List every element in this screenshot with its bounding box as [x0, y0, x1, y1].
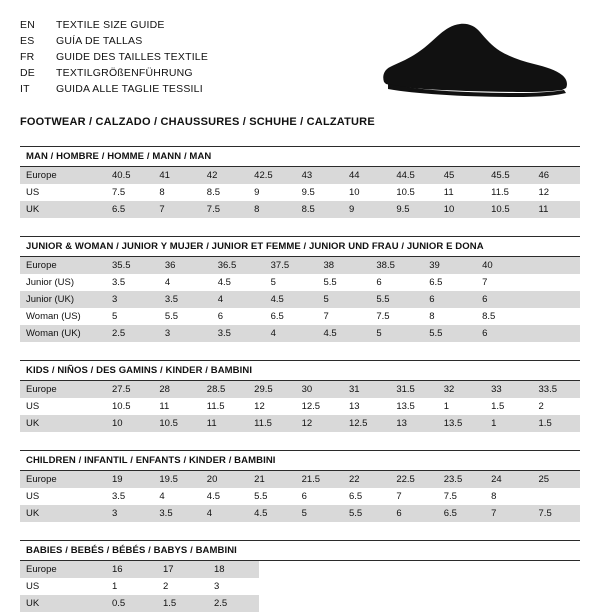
cell: 3.5: [106, 488, 153, 505]
row-label: Europe: [20, 381, 106, 398]
cell: 5.5: [318, 274, 371, 291]
size-table-kids: [20, 360, 580, 432]
cell: 6: [370, 274, 423, 291]
cell: 20: [201, 471, 248, 488]
cell: 11.5: [248, 415, 295, 432]
language-row: [20, 18, 208, 33]
language-title: GUÍA DE TALLAS: [56, 35, 143, 47]
cell: 7: [153, 201, 200, 218]
language-code: ES: [20, 35, 35, 47]
row-label: Europe: [20, 471, 106, 488]
table-heading: BABIES / BEBÉS / BÉBÉS / BABYS / BAMBINI: [20, 540, 580, 561]
cell-empty: [259, 561, 580, 578]
table-row: [20, 291, 580, 308]
cell: 6: [212, 308, 265, 325]
cell: 5: [296, 505, 343, 522]
cell: 5.5: [370, 291, 423, 308]
cell: 17: [157, 561, 208, 578]
row-label: Woman (US): [20, 308, 106, 325]
table-row: [20, 167, 580, 184]
size-table-junior-woman: [20, 236, 580, 342]
cell: 4.5: [248, 505, 295, 522]
cell: 16: [106, 561, 157, 578]
cell: 13.5: [438, 415, 485, 432]
table-heading: MAN / HOMBRE / HOMME / MANN / MAN: [20, 146, 580, 167]
cell: 36: [159, 257, 212, 274]
cell: 10: [106, 415, 153, 432]
language-code: IT: [20, 83, 30, 95]
dress-shoe-icon: [376, 20, 576, 100]
cell: 9.5: [390, 201, 437, 218]
cell: 6.5: [423, 274, 476, 291]
language-code: DE: [20, 67, 35, 79]
cell: 5.5: [423, 325, 476, 342]
cell: 12.5: [296, 398, 343, 415]
cell: 45: [438, 167, 485, 184]
cell: 3.5: [159, 291, 212, 308]
cell: 39: [423, 257, 476, 274]
cell: 2: [533, 398, 580, 415]
cell: 6.5: [438, 505, 485, 522]
cell: 4: [212, 291, 265, 308]
row-label: Europe: [20, 561, 106, 578]
cell: 40.5: [106, 167, 153, 184]
row-label: US: [20, 578, 106, 595]
cell: 1: [485, 415, 532, 432]
cell: 7: [476, 274, 529, 291]
row-label: UK: [20, 415, 106, 432]
cell: 29.5: [248, 381, 295, 398]
cell: 27.5: [106, 381, 153, 398]
table-row: [20, 308, 580, 325]
row-label: US: [20, 488, 106, 505]
cell: 33: [485, 381, 532, 398]
cell: 4.5: [265, 291, 318, 308]
cell: 3.5: [212, 325, 265, 342]
cell: 1.5: [157, 595, 208, 612]
cell: 21.5: [296, 471, 343, 488]
cell: 11: [201, 415, 248, 432]
cell: 8: [248, 201, 295, 218]
language-title-list: [20, 16, 208, 97]
cell: 25: [533, 471, 580, 488]
cell: 13: [390, 415, 437, 432]
page-title: FOOTWEAR / CALZADO / CHAUSSURES / SCHUHE / CALZATURE: [20, 116, 375, 128]
table-row: [20, 471, 580, 488]
cell: 7.5: [533, 505, 580, 522]
cell: 44.5: [390, 167, 437, 184]
row-label: Europe: [20, 167, 106, 184]
size-table-children: [20, 450, 580, 522]
table-row: [20, 561, 580, 578]
cell: 2.5: [106, 325, 159, 342]
size-table-babies: [20, 540, 580, 612]
cell: [529, 274, 580, 291]
cell: 41: [153, 167, 200, 184]
cell: 12: [248, 398, 295, 415]
cell: 36.5: [212, 257, 265, 274]
cell: 10: [438, 201, 485, 218]
cell: 8.5: [201, 184, 248, 201]
cell: 7.5: [370, 308, 423, 325]
language-code: EN: [20, 19, 35, 31]
cell: 11: [533, 201, 580, 218]
cell: [529, 325, 580, 342]
cell: 8: [485, 488, 532, 505]
language-code: FR: [20, 51, 35, 63]
cell: 2: [157, 578, 208, 595]
cell: 44: [343, 167, 390, 184]
cell: 3: [106, 505, 153, 522]
cell: 4.5: [318, 325, 371, 342]
cell: 7.5: [106, 184, 153, 201]
cell: 35.5: [106, 257, 159, 274]
cell: 11.5: [485, 184, 532, 201]
language-title: GUIDE DES TAILLES TEXTILE: [56, 51, 209, 63]
cell: 18: [208, 561, 259, 578]
cell: 4: [153, 488, 200, 505]
cell: 40: [476, 257, 529, 274]
cell: 4: [265, 325, 318, 342]
table-row: [20, 257, 580, 274]
table-row: [20, 505, 580, 522]
cell: 7: [390, 488, 437, 505]
table-row: [20, 415, 580, 432]
cell: 6: [423, 291, 476, 308]
language-row: [20, 66, 208, 81]
cell: 1: [438, 398, 485, 415]
cell: 7.5: [438, 488, 485, 505]
cell: 22: [343, 471, 390, 488]
cell: 13.5: [390, 398, 437, 415]
cell: 6.5: [343, 488, 390, 505]
cell: 5.5: [248, 488, 295, 505]
cell: 11: [153, 398, 200, 415]
cell: 6.5: [106, 201, 153, 218]
cell: 6: [390, 505, 437, 522]
language-title: GUIDA ALLE TAGLIE TESSILI: [56, 83, 203, 95]
table-row: [20, 578, 580, 595]
row-label: Junior (UK): [20, 291, 106, 308]
cell: 10: [343, 184, 390, 201]
cell: 24: [485, 471, 532, 488]
cell-empty: [259, 595, 580, 612]
cell: 11.5: [201, 398, 248, 415]
cell: 6: [476, 325, 529, 342]
table-row: [20, 201, 580, 218]
cell: 5: [318, 291, 371, 308]
cell: 38.5: [370, 257, 423, 274]
table-row: [20, 274, 580, 291]
cell: 2.5: [208, 595, 259, 612]
table-row: [20, 381, 580, 398]
cell: 11: [438, 184, 485, 201]
cell: 5: [265, 274, 318, 291]
cell: 4.5: [212, 274, 265, 291]
cell: [533, 488, 580, 505]
cell: 22.5: [390, 471, 437, 488]
cell: 9: [343, 201, 390, 218]
table-heading: JUNIOR & WOMAN / JUNIOR Y MUJER / JUNIOR ET FEMME / JUNIOR UND FRAU / JUNIOR E DONA: [20, 236, 580, 257]
cell: 37.5: [265, 257, 318, 274]
cell: 7.5: [201, 201, 248, 218]
table-row: [20, 325, 580, 342]
table-row: [20, 595, 580, 612]
language-row: [20, 82, 208, 97]
cell: 5.5: [343, 505, 390, 522]
cell: [529, 257, 580, 274]
table-row: [20, 488, 580, 505]
cell: 5: [370, 325, 423, 342]
row-label: UK: [20, 595, 106, 612]
cell: 6: [476, 291, 529, 308]
cell: 38: [318, 257, 371, 274]
cell: 4: [201, 505, 248, 522]
cell: 3: [208, 578, 259, 595]
cell: 28.5: [201, 381, 248, 398]
cell: 8: [423, 308, 476, 325]
cell: 10.5: [390, 184, 437, 201]
size-table: [20, 561, 580, 612]
cell: 19.5: [153, 471, 200, 488]
size-table: [20, 257, 580, 342]
language-row: [20, 50, 208, 65]
cell: 31: [343, 381, 390, 398]
cell: 33.5: [533, 381, 580, 398]
language-title: TEXTILGRÖßENFÜHRUNG: [56, 67, 193, 79]
cell: 10.5: [485, 201, 532, 218]
cell: [529, 291, 580, 308]
cell: 3.5: [153, 505, 200, 522]
cell: 7: [318, 308, 371, 325]
cell: 31.5: [390, 381, 437, 398]
cell: 5.5: [159, 308, 212, 325]
cell: 30: [296, 381, 343, 398]
cell: 4: [159, 274, 212, 291]
cell: 7: [485, 505, 532, 522]
cell: 9: [248, 184, 295, 201]
cell: 12.5: [343, 415, 390, 432]
cell: 28: [153, 381, 200, 398]
row-label: Junior (US): [20, 274, 106, 291]
row-label: Europe: [20, 257, 106, 274]
cell: 45.5: [485, 167, 532, 184]
cell: 23.5: [438, 471, 485, 488]
cell: [529, 308, 580, 325]
size-table: [20, 167, 580, 218]
cell: 42.5: [248, 167, 295, 184]
cell: 10.5: [153, 415, 200, 432]
cell: 9.5: [296, 184, 343, 201]
size-table: [20, 381, 580, 432]
cell: 42: [201, 167, 248, 184]
cell: 0.5: [106, 595, 157, 612]
cell: 3: [106, 291, 159, 308]
cell: 32: [438, 381, 485, 398]
cell: 6: [296, 488, 343, 505]
cell: 19: [106, 471, 153, 488]
row-label: US: [20, 398, 106, 415]
row-label: UK: [20, 505, 106, 522]
cell-empty: [259, 578, 580, 595]
size-table-man: [20, 146, 580, 218]
table-heading: KIDS / NIÑOS / DES GAMINS / KINDER / BAMBINI: [20, 360, 580, 381]
cell: 43: [296, 167, 343, 184]
row-label: US: [20, 184, 106, 201]
size-table: [20, 471, 580, 522]
language-row: [20, 34, 208, 49]
cell: 1: [106, 578, 157, 595]
cell: 4.5: [201, 488, 248, 505]
cell: 12: [296, 415, 343, 432]
cell: 1.5: [485, 398, 532, 415]
cell: 3: [159, 325, 212, 342]
table-heading: CHILDREN / INFANTIL / ENFANTS / KINDER / BAMBINI: [20, 450, 580, 471]
row-label: Woman (UK): [20, 325, 106, 342]
table-row: [20, 398, 580, 415]
page-header: [20, 16, 580, 100]
cell: 5: [106, 308, 159, 325]
cell: 46: [533, 167, 580, 184]
cell: 8.5: [476, 308, 529, 325]
cell: 21: [248, 471, 295, 488]
cell: 8.5: [296, 201, 343, 218]
cell: 10.5: [106, 398, 153, 415]
cell: 8: [153, 184, 200, 201]
cell: 13: [343, 398, 390, 415]
cell: 3.5: [106, 274, 159, 291]
cell: 12: [533, 184, 580, 201]
cell: 6.5: [265, 308, 318, 325]
cell: 1.5: [533, 415, 580, 432]
language-title: TEXTILE SIZE GUIDE: [56, 19, 165, 31]
table-row: [20, 184, 580, 201]
row-label: UK: [20, 201, 106, 218]
